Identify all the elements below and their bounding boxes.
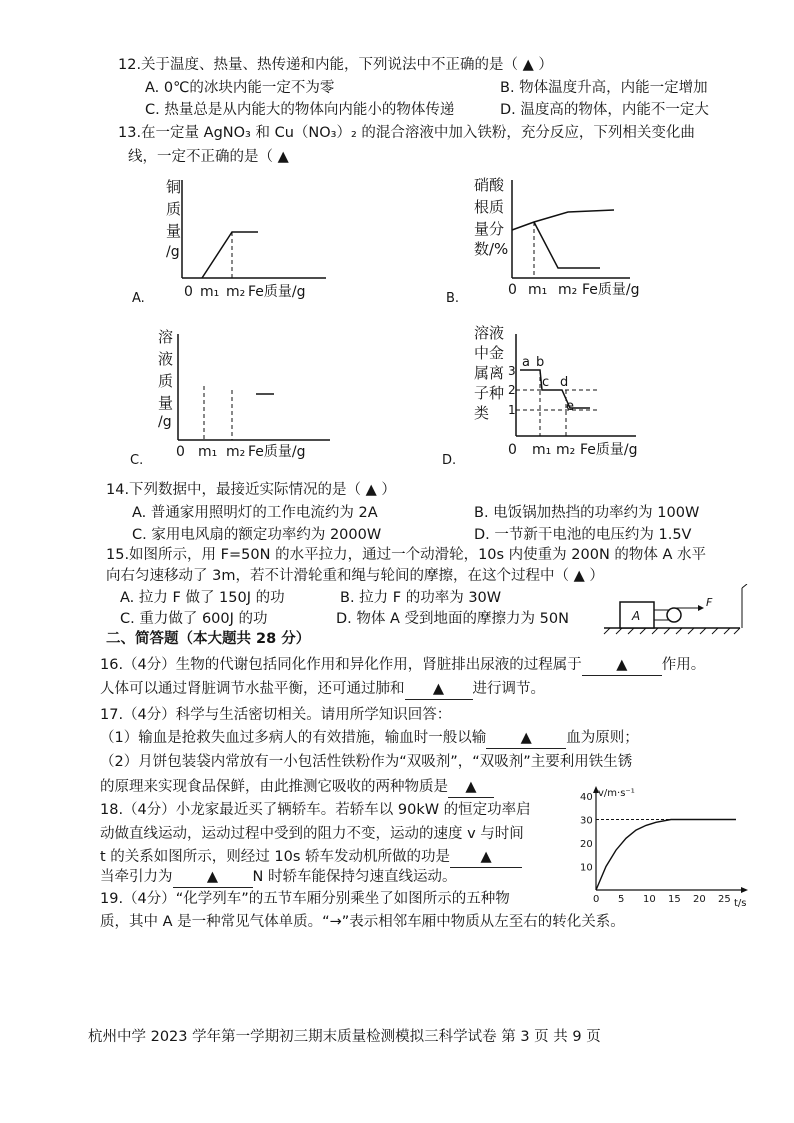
q15-force-label: F	[706, 596, 713, 609]
q16-line-1	[100, 655, 705, 676]
q19-line-2: 质，其中 A 是一种常见气体单质。“→”表示相邻车厢中物质从左至右的转化关系。	[100, 914, 625, 930]
q18-text-4a: 当牵引力为	[100, 869, 173, 885]
vt-xtick-label-0: 0	[593, 894, 600, 905]
graph-d-point-a: a	[522, 355, 530, 370]
q18-line-2: 动做直线运动，运动过程中受到的阻力不变，运动的速度 v 与时间	[100, 826, 524, 842]
q16-text-2a: 人体可以通过肾脏调节水盐平衡，还可通过肺和	[100, 681, 405, 697]
q15-pulley-diagram	[600, 584, 750, 636]
q15-stem-1: 15.如图所示，用 F=50N 的水平拉力，通过一个动滑轮，10s 内使重为 200N 的物体 A 水平	[106, 547, 707, 563]
graph-d-letter: D.	[442, 453, 457, 467]
graph-c-xlabel: Fe质量/g	[248, 444, 306, 460]
q18-line-1: 18.（4分）小龙家最近买了辆轿车。若轿车以 90kW 的恒定功率启	[100, 802, 531, 818]
graph-a-tick-m2: m₂	[226, 284, 246, 300]
q17-text-1b: 血为原则；	[566, 730, 639, 746]
graph-d-ytick-3: 3	[508, 364, 516, 378]
q13-graph-c	[130, 322, 360, 467]
q17-stem: 17.（4分）科学与生活密切相关。请用所学知识回答：	[100, 707, 452, 723]
graph-a-ylabel-1: 铜	[166, 178, 182, 196]
vt-xtick-label-3: 15	[668, 894, 681, 905]
graph-b-ylabel-2: 根质	[474, 198, 505, 216]
vt-xtick-label-2: 10	[643, 894, 656, 905]
graph-b-letter: B.	[446, 291, 460, 305]
graph-b-tick-m2: m₂	[558, 282, 578, 298]
q13-graph-a	[130, 170, 360, 305]
graph-b-ylabel-4: 数/%	[474, 240, 509, 258]
q17-blank-2[interactable]: ▲	[448, 777, 494, 798]
graph-d-tick-m1: m₁	[532, 442, 552, 458]
q14-option-d: D. 一节新干电池的电压约为 1.5V	[474, 527, 692, 543]
graph-b-xlabel: Fe质量/g	[582, 282, 640, 298]
q18-velocity-time-chart	[566, 782, 762, 912]
graph-d-point-b: b	[536, 355, 545, 370]
q18-text-3a: t 的关系如图所示，则经过 10s 轿车发动机所做的功是	[100, 849, 451, 865]
q18-blank-2[interactable]: ▲	[173, 867, 253, 888]
q16-blank-2[interactable]: ▲	[405, 679, 473, 700]
q16-text-1b: 作用。	[661, 657, 706, 673]
graph-d-ylabel-2: 中金	[474, 344, 505, 362]
q13-graph-d	[440, 322, 670, 467]
graph-d-ylabel-3: 属离	[474, 364, 505, 382]
graph-b-ylabel-3: 量分	[474, 220, 505, 238]
q13-stem-1: 13.在一定量 AgNO₃ 和 Cu（NO₃）₂ 的混合溶液中加入铁粉，充分反应，下列相关变化曲	[118, 125, 695, 141]
graph-d-tick-m2: m₂	[556, 442, 576, 458]
graph-d-ytick-2: 2	[508, 383, 516, 397]
q17-line-3	[100, 777, 494, 798]
q18-text-4b: N 时轿车能保持匀速直线运动。	[252, 869, 457, 885]
q15-block-label: A	[632, 609, 641, 623]
q18-line-3	[100, 847, 522, 868]
q12-option-d: D. 温度高的物体，内能不一定大	[500, 102, 709, 118]
graph-d-point-c: c	[542, 375, 550, 390]
vt-ytick-label-1: 20	[580, 839, 593, 850]
graph-c-ylabel-2: 液	[158, 350, 174, 368]
graph-b-ylabel-1: 硝酸	[474, 176, 505, 194]
q14-option-a: A. 普通家用照明灯的工作电流约为 2A	[132, 505, 378, 521]
graph-a-ylabel-4: /g	[166, 244, 180, 260]
q16-text-2b: 进行调节。	[472, 681, 545, 697]
q15-option-b: B. 拉力 F 的功率为 30W	[340, 590, 502, 606]
q15-stem-2: 向右匀速移动了 3m，若不计滑轮重和绳与轮间的摩擦，在这个过程中（ ▲ ）	[106, 568, 604, 584]
graph-d-point-e: e	[566, 399, 574, 414]
q14-option-b: B. 电饭锅加热挡的功率约为 100W	[474, 505, 700, 521]
graph-d-ylabel-5: 类	[474, 404, 490, 422]
vt-xtick-label-1: 5	[618, 894, 625, 905]
q16-text-1a: 16.（4分）生物的代谢包括同化作用和异化作用，肾脏排出尿液的过程属于	[100, 657, 582, 673]
vt-ytick-label-0: 10	[580, 862, 593, 874]
graph-d-point-d: d	[560, 375, 569, 390]
graph-a-ylabel-3: 量	[166, 222, 182, 240]
vt-ytick-label-3: 40	[580, 792, 593, 803]
graph-c-ylabel-4: 量	[158, 394, 174, 412]
graph-d-ylabel-4: 子种	[474, 384, 505, 402]
graph-c-ylabel-3: 质	[158, 372, 174, 390]
graph-c-letter: C.	[130, 453, 144, 467]
graph-b-tick-0: 0	[508, 282, 517, 298]
q17-blank-1[interactable]: ▲	[486, 728, 566, 749]
vt-xlabel: t/s	[734, 898, 747, 909]
graph-a-letter: A.	[132, 291, 145, 305]
q17-text-1a: （1）输血是抢救失血过多病人的有效措施，输血时一般以输	[100, 730, 487, 746]
q15-option-c: C. 重力做了 600J 的功	[120, 611, 268, 627]
graph-a-tick-0: 0	[184, 284, 193, 300]
q18-blank-1[interactable]: ▲	[450, 847, 522, 868]
graph-c-tick-0: 0	[176, 444, 185, 460]
graph-c-tick-m1: m₁	[198, 444, 218, 460]
vt-ytick-label-2: 30	[580, 815, 593, 827]
q18-line-4	[100, 867, 456, 888]
graph-c-ylabel-5: /g	[158, 414, 172, 430]
q17-line-2: （2）月饼包装袋内常放有一小包活性铁粉作为“双吸剂”，“双吸剂”主要利用铁生锈	[100, 754, 633, 770]
page-footer: 杭州中学 2023 学年第一学期初三期末质量检测模拟三科学试卷 第 3 页 共 9 页	[88, 1029, 601, 1045]
q13-stem-2: 线，一定不正确的是（ ▲	[128, 149, 289, 165]
q15-option-d: D. 物体 A 受到地面的摩擦力为 50N	[336, 611, 569, 627]
q15-option-a: A. 拉力 F 做了 150J 的功	[120, 590, 285, 606]
q16-line-2	[100, 679, 545, 700]
q12-stem: 12.关于温度、热量、热传递和内能，下列说法中不正确的是（ ▲ ）	[118, 57, 553, 73]
graph-c-ylabel-1: 溶	[158, 328, 174, 346]
q16-blank-1[interactable]: ▲	[582, 655, 662, 676]
graph-b-tick-m1: m₁	[528, 282, 548, 298]
graph-a-ylabel-2: 质	[166, 200, 182, 218]
graph-d-ytick-1: 1	[508, 403, 516, 417]
graph-a-tick-m1: m₁	[200, 284, 220, 300]
vt-xtick-label-4: 20	[693, 894, 706, 905]
graph-d-ylabel-1: 溶液	[474, 324, 505, 342]
q17-line-1	[100, 728, 639, 749]
q12-option-c: C. 热量总是从内能大的物体向内能小的物体传递	[145, 102, 455, 118]
q12-option-b: B. 物体温度升高，内能一定增加	[500, 80, 708, 96]
graph-c-tick-m2: m₂	[226, 444, 246, 460]
vt-x-arrow	[741, 887, 748, 893]
section-2-heading: 二、简答题（本大题共 28 分）	[106, 631, 311, 647]
vt-xtick-label-5: 25	[718, 894, 731, 905]
graph-d-xlabel: Fe质量/g	[580, 442, 638, 458]
q14-stem: 14.下列数据中，最接近实际情况的是（ ▲ ）	[106, 482, 396, 498]
vt-ylabel: v/m·s⁻¹	[598, 788, 635, 799]
graph-a-xlabel: Fe质量/g	[248, 284, 306, 300]
q17-text-3a: 的原理来实现食品保鲜，由此推测它吸收的两种物质是	[100, 779, 448, 795]
q19-line-1: 19.（4分）“化学列车”的五节车厢分别乘坐了如图所示的五种物	[100, 891, 510, 907]
q13-graph-b	[440, 170, 670, 305]
graph-d-tick-0: 0	[508, 442, 517, 458]
q14-option-c: C. 家用电风扇的额定功率约为 2000W	[132, 527, 382, 543]
vt-series-line-0	[596, 820, 736, 891]
q12-option-a: A. 0℃的冰块内能一定不为零	[145, 80, 335, 96]
